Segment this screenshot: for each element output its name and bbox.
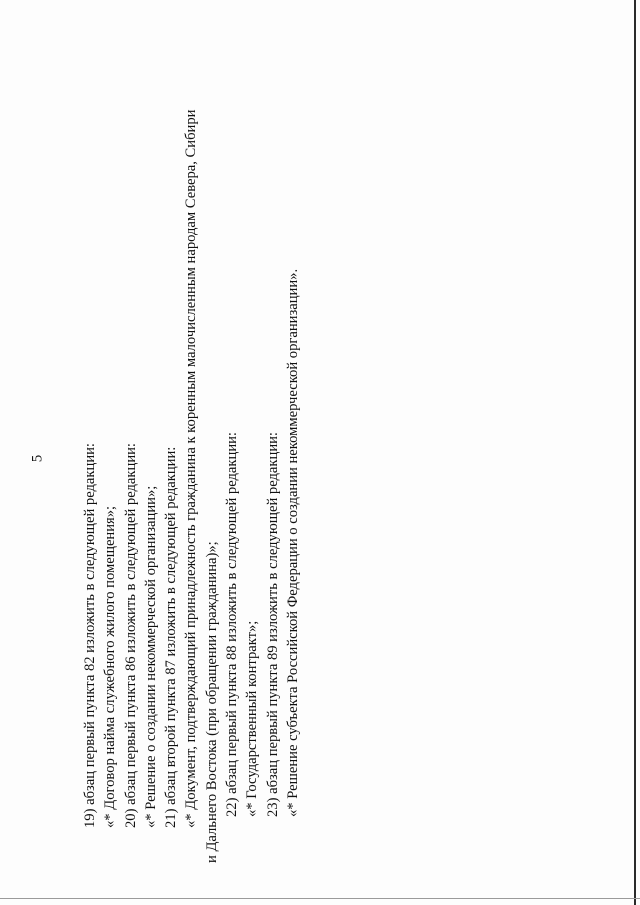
page-number: 5 bbox=[29, 454, 46, 463]
paragraph-line: 21) абзац второй пункта 87 изложить в следующей редакции: bbox=[163, 446, 180, 828]
paragraph-line: «* Решение субъекта Российской Федерации о создании некоммерческой организации». bbox=[284, 268, 301, 817]
paragraph-line: 20) абзац первый пункта 86 изложить в следующей редакции: bbox=[122, 443, 139, 828]
paragraph-line: и Дальнего Востока (при обращении гражданина)»; bbox=[203, 541, 220, 863]
scan-edge-right bbox=[634, 0, 636, 905]
paragraph-line: 22) абзац первый пункта 88 изложить в следующей редакции: bbox=[224, 432, 241, 817]
paragraph-line: 23) абзац первый пункта 89 изложить в следующей редакции: bbox=[264, 432, 281, 817]
paragraph-line: «* Государственный контракт»; bbox=[244, 620, 261, 817]
paragraph-line: 19) абзац первый пункта 82 изложить в следующей редакции: bbox=[82, 443, 98, 828]
paragraph-line: «* Документ, подтверждающий принадлежность гражданина к коренным малочисленным народам Севера, Сибири bbox=[183, 109, 200, 828]
scan-edge-bottom bbox=[0, 898, 640, 899]
amendments-text bbox=[80, 68, 303, 863]
paragraph-line: «* Решение о создании некоммерческой организации»; bbox=[142, 485, 159, 828]
paragraph-line: «* Договор найма служебного жилого помещения»; bbox=[102, 505, 119, 828]
